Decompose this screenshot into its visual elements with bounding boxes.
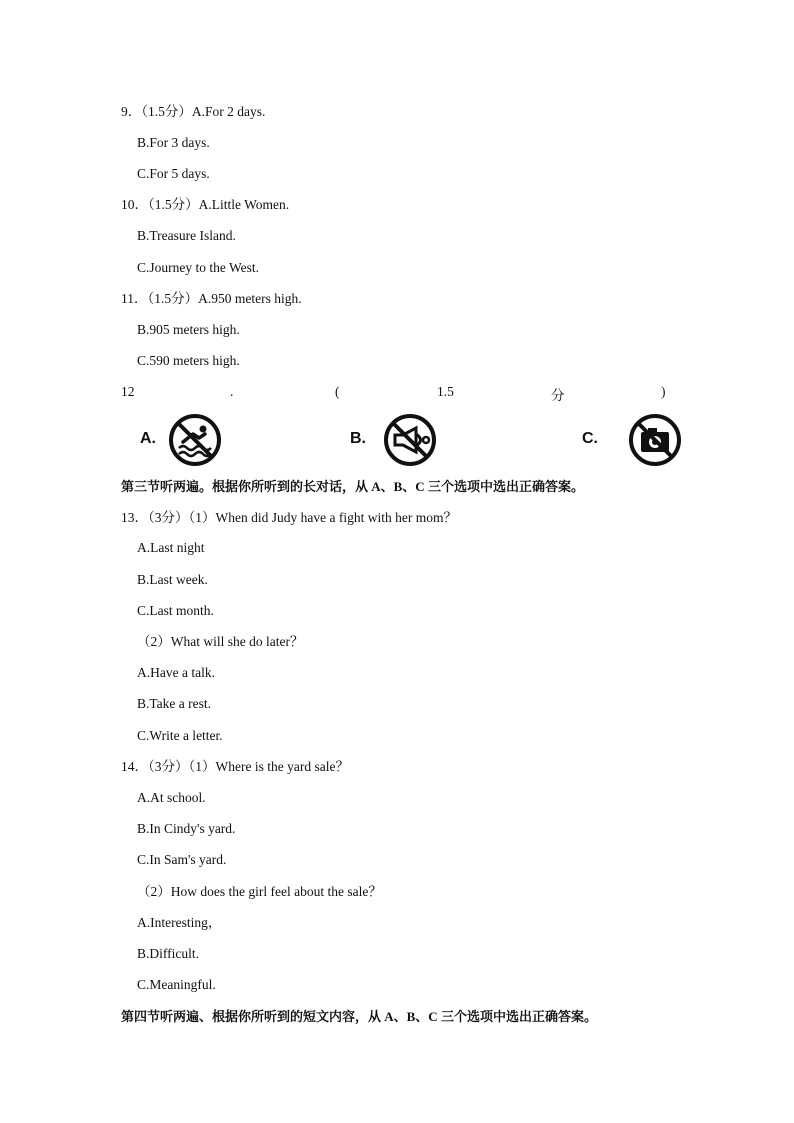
sign-option-b-label: B. (350, 430, 366, 447)
question-13-2-stem: （2）What will she do later？ (137, 634, 304, 649)
section-4-instruction: 第四节听两遍、根据你所听到的短文内容，从 A、B、C 三个选项中选出正确答案。 (121, 1009, 597, 1024)
question-14-2-option-c: C.Meaningful. (137, 977, 216, 992)
question-14-2-stem: （2）How does the girl feel about the sale？ (137, 884, 382, 899)
question-13-2-option-a: A.Have a talk. (137, 665, 215, 680)
question-9-stem: 9．（1.5分）A.For 2 days. (121, 104, 266, 119)
question-13-2-option-b: B.Take a rest. (137, 696, 212, 711)
question-11-option-b: B.905 meters high. (137, 322, 240, 337)
question-12-sign-options (121, 410, 691, 474)
question-11-option-c: C.590 meters high. (137, 353, 240, 368)
question-10-option-b: B.Treasure Island. (137, 228, 236, 243)
question-13-1-option-b: B.Last week. (137, 572, 208, 587)
no-swimming-icon (167, 412, 223, 468)
question-9-option-b: B.For 3 days. (137, 135, 210, 150)
question-13-1-option-a: A.Last night (137, 540, 205, 555)
no-photography-icon (627, 412, 683, 468)
question-14-1-option-b: B.In Cindy's yard. (137, 821, 236, 836)
question-12-score: 1.5 (437, 384, 454, 399)
sign-option-a-label: A. (140, 430, 156, 447)
question-12-dot: . (230, 384, 234, 399)
question-9-option-c: C.For 5 days. (137, 166, 210, 181)
question-12-number: 12 (121, 384, 135, 399)
question-12-stem (121, 384, 669, 402)
question-12-fen: 分 (551, 388, 565, 403)
question-14-2-option-b: B.Difficult. (137, 946, 199, 961)
question-13-stem: 13．（3分）（1）When did Judy have a fight with her mom？ (121, 510, 457, 525)
question-12-left-paren: ( (335, 384, 340, 399)
question-14-1-option-c: C.In Sam's yard. (137, 852, 227, 867)
section-3-instruction: 第三节听两遍。根据你所听到的长对话，从 A、B、C 三个选项中选出正确答案。 (121, 479, 584, 494)
question-11-stem: 11．（1.5分）A.950 meters high. (121, 291, 302, 306)
question-13-2-option-c: C.Write a letter. (137, 728, 223, 743)
question-14-2-option-a: A.Interesting， (137, 915, 222, 930)
sign-option-c-label: C. (582, 430, 598, 447)
no-honking-icon (382, 412, 438, 468)
question-10-option-c: C.Journey to the West. (137, 260, 260, 275)
question-10-stem: 10．（1.5分）A.Little Women. (121, 197, 290, 212)
question-12-right-paren: ) (661, 384, 666, 399)
question-13-1-option-c: C.Last month. (137, 603, 214, 618)
question-14-1-option-a: A.At school. (137, 790, 206, 805)
question-14-stem: 14．（3分）（1）Where is the yard sale？ (121, 759, 349, 774)
